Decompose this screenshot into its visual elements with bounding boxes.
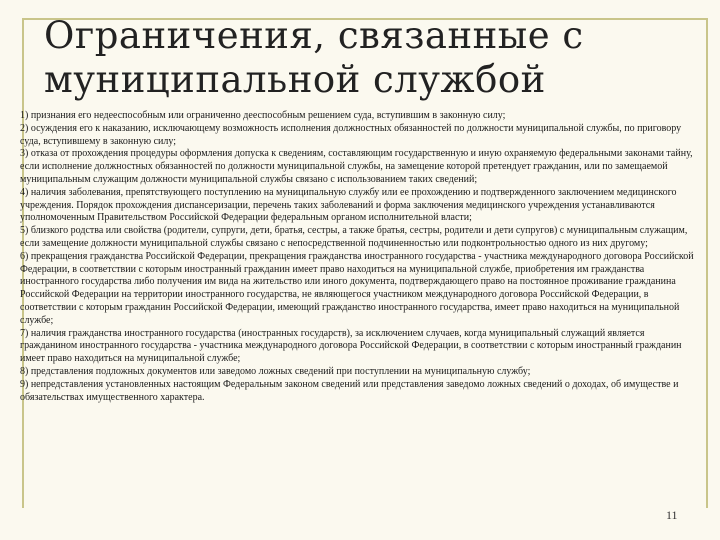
list-item: 8) представления подложных документов или заведомо ложных сведений при поступлении на муниципальную службу; bbox=[20, 365, 531, 377]
list-item: 2) осуждения его к наказанию, исключающему возможность исполнения должностных обязанностей по должности муниципальной службы, по приговору суда, вступившему в законную силу; bbox=[20, 122, 682, 147]
page-number: 11 bbox=[666, 508, 678, 522]
list-item: 6) прекращения гражданства Российской Федерации, прекращения гражданства иностранного государства - участника международного договора Российской Федерации, в соответствии с которым иностранный гражданин имеет право находиться на муниципальной службе, приобретения им гражданства иностранного государства либо получения им вида на жительство или иного документа, подтверждающего право на постоянное проживание гражданина Российской Федерации на территории иностранного государства, не являющегося участником международного договора Российской Федерации, в соответствии с которым гражданин Российской Федерации, имеющий гражданство иностранного государства, имеет право находиться на муниципальной службе; bbox=[20, 250, 694, 326]
list-item: 5) близкого родства или свойства (родители, супруги, дети, братья, сестры, а также братья, сестры, родители и дети супругов) с муниципальным служащим, если замещение должности муниципальной службы связано с непосредственной подчиненностью или подконтрольностью одного из них другому; bbox=[20, 225, 688, 249]
restrictions-list bbox=[20, 110, 696, 404]
list-item: 3) отказа от прохождения процедуры оформления допуска к сведениям, составляющим государственную и иную охраняемую федеральными законами тайну, если исполнение должностных обязанностей по должности муниципальной службы, на замещение которой претендует гражданин, или по замещаемой муниципальным служащим должности муниципальной службы связано с использованием таких сведений; bbox=[20, 148, 693, 185]
list-item: 7) наличия гражданства иностранного государства (иностранных государств), за исключением случаев, когда муниципальный служащий является гражданином иностранного государства - участника международного договора Российской Федерации, в соответствии с которым иностранный гражданин имеет право находиться на муниципальной службе; bbox=[20, 327, 682, 365]
list-item: 1) признания его недееспособным или ограниченно дееспособным решением суда, вступившим в законную силу; bbox=[20, 110, 506, 121]
list-item: 9) непредставления установленных настоящим Федеральным законом сведений или представления заведомо ложных сведений о доходах, об имуществе и обязательствах имущественного характера. bbox=[20, 378, 679, 403]
slide-title: Ограничения, связанные с муниципальной службой bbox=[44, 14, 584, 101]
right-rule bbox=[706, 18, 708, 508]
list-item: 4) наличия заболевания, препятствующего поступлению на муниципальную службу или ее прохождению и подтвержденного заключением медицинского учреждения. Порядок прохождения диспансеризации, перечень таких заболеваний и форма заключения медицинского учреждения устанавливаются уполномоченным Правительством Российской Федерации федеральным органом исполнительной власти; bbox=[20, 186, 677, 224]
